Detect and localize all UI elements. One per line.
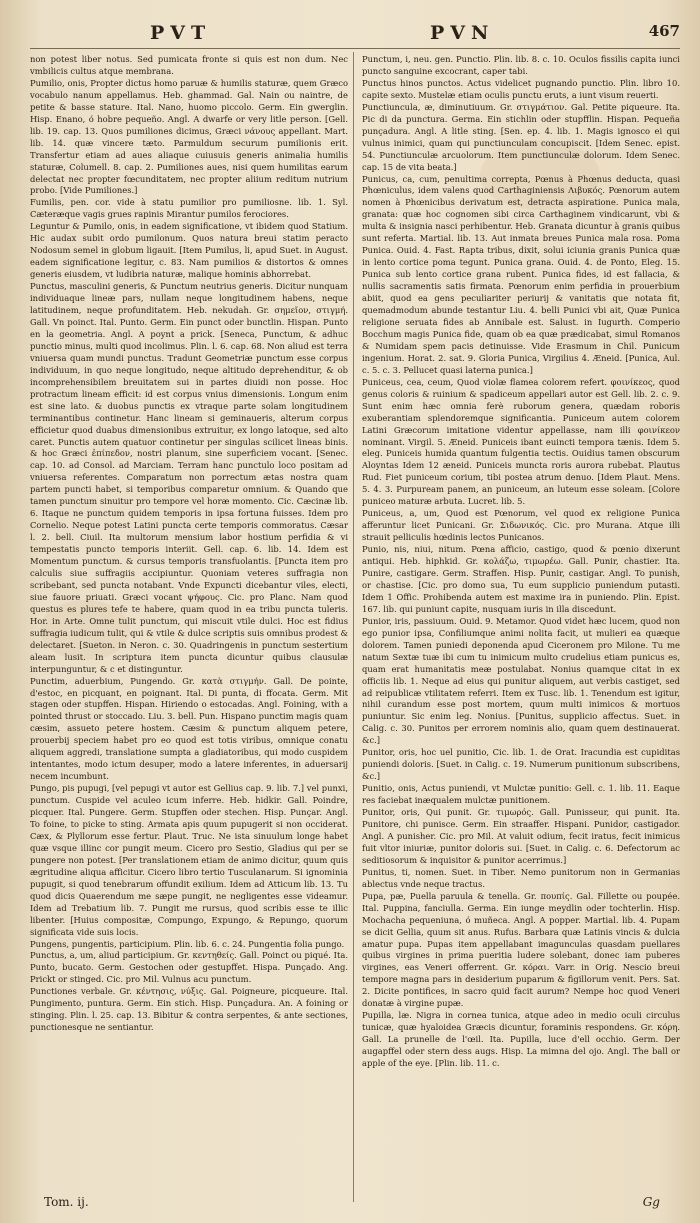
entry-paragraph: Punitor, oris, hoc uel punitio, Cic. lib. 1. de Orat. Iracundia est cupiditas puniendi doloris. [Suet. in Calig. c. 19. Numerum punitionum subscribens, &c.] [362,747,680,782]
left-column [30,54,348,1034]
entry-paragraph: Pupilla, læ. Nigra in cornea tunica, atque adeo in medio oculi circulus tunicæ, quæ hyaloidea Græcis dicuntur, foraminis respondens. Gr. κόρη. Gall. La prunelle de l'œil. Ita. Pupilla, luce d'ell occhio. Germ. Der augapffel oder stern dess augs. Hisp. La mimna del ojo. Angl. The ball or apple of the eye. [Plin. lib. 11. c. [362,1010,680,1069]
entry-paragraph: Punior, iris, passiuum. Ouid. 9. Metamor. Quod videt hæc lucem, quod non ego punior ipsa, Confiliumque animi nolita facit, ut mulieri ea quæque dolorem. Tamen puniedi deponenda apud Ciceronem pro Milone. Tu me natum Sextæ tuæ ibi cum tu inimicum multo crudelius etiam punicus es, quam erat humanitatis meæ postulabat. Nonius quamque citat in ex officiis lib. 1. Neque ad eius qui punitur aliquem, aut verbis castiget, sed ad reipublicæ vtilitatem referri. Item ex Tusc. lib. 1. Tenendum est igitur, nihil curandum esse post mortem, quum multi inimicos & mortuos puniuntur. Sic enim leg. Nonius. [Punitus, supplicio affectus. Suet. in Calig. c. 30. Punitos per errorem nominis alio, quam quem destinauerat. &c.] [362,615,680,746]
entry-paragraph: Punctus, a, um, aliud participium. Gr. κεντηθείς. Gall. Poinct ou piqué. Ita. Punto, bucato. Germ. Gestochen oder gestupffet. Hispa. Punçado. Ang. Prickt or stinged. Cic. pro Mil. Vulnus acu punctum. [30,950,348,985]
entry-paragraph: Punctus hinos punctos. Actus videlicet pugnando punctio. Plin. libro 10. capite sexto. Mustelæ etiam oculis punctu eruts, a iunt visum reuerti. [362,77,680,100]
header-rule [30,48,680,49]
entry-paragraph: non potest liber notus. Sed pumicata fronte si quis est non dum. Nec vmbilicis cultus atque membrana. [30,54,348,76]
entry-paragraph: Puniceus, cea, ceum, Quod violæ flamea colorem refert. φοινίκεος, quod genus coloris & ruinium & spadiceum appellari autor est Gell. lib. 2. c. 9. Sunt enim hæc omnia ferè ruborum genera, quædam roboris exuberantiam splendoremque significantia. Puniceum autem colorem Latini Græcorum imitatione videntur appellasse, nam illi φοινίκεον nominant. Virgil. 5. Æneid. Puniceis ibant euincti tempora tænis. Idem 5. eleg. Puniceis humida quantum fulgentia tectis. Ouidius tamen obscurum Aloyntas Idem 12 æneid. Puniceis muncta roris aurora rubebat. Plautus Rud. Fiet puniceum corium, tibi postea atrum denuo. [Idem Plaut. Mens. 5. 4. 3. Purpuream panem, an puniceum, an luteum esse soleam. [Colore puniceo maturæ arbuta. Lucret. lib. 5. [362,376,680,507]
catchword: Gg [642,1195,660,1209]
page-number: 467 [648,22,680,40]
entry-paragraph: Pungo, pis pupugi, [vel pepugi vt autor est Gellius cap. 9. lib. 7.] vel punxi, punctum. Cuspide vel aculeo icum inferre. Heb. hidkir. Gall. Poindre, picquer. Ital. Pungere. Germ. Stupffen oder stechen. Hisp. Punçar. Angl. To foine, to picke to sting. Armata apis quum pupugerit si non occiderat. Cæx, & Plyllorum esse fertur. Plaut. Truc. Ne ista sinuulum longe habet quæ vsque illinc cor pungit meum. Cicero pro Sestio, Gladius qui per se pungere non potest. [Per translationem etiam de animo dicitur, quum quis ægritudine aliqua afficitur. Cicero libro tertio Tusculanarum. Si ignominia pupugit, si quod tenebrarum offundit exilium. Idem ad Atticum lib. 13. Tu quod dicis Quaerendum me sæpe pungit, ne negligentes esse videamur. Idem ad Trebatium lib. 7. Pungit me rursus, quod scribis esse te illic libenter. [Huius compositæ, Compungo, Expungo, & Repungo, quorum significata vide suis locis. [30,783,348,937]
running-header [30,22,680,48]
entry-paragraph: Punctiuncula, æ, diminutiuum. Gr. στιγμάτιον. Gal. Petite piqueure. Ita. Pic di da punctura. Germa. Ein stichlin oder stupfflin. Hispan. Pequeña punçadura. Angl. A litle sting. [Sen. ep. 4. lib. 1. Magis ignosco ei qui vulnus inimici, quam qui punctiunculam concupiscit. [Idem Senec. epist. 54. Punctiunculæ arcuolorum. Item punctiunculæ dolorum. Idem Senec. cap. 15 de vita beata.] [362,101,680,172]
left-running-head: PVT [150,22,212,44]
entry-paragraph: Punicus, ca, cum, penultima correpta, Pœnus à Phœnus deducta, quasi Phœniculus, idem valens quod Carthaginiensis Λιβυκός. Pœnorum autem nomen à Phœnicibus derivatum est, detracta aspiratione. Punica mala, granata: quæ hoc cognomen sibi circa Carthaginem vindicarunt, vbi & multa & insignia nasci perhibentur. Heb. Granata dicuntur à granis quibus sunt referta. Martial. lib. 13. Aut inmata breues Punica mala rosa. Poma Punica. Ouid. 4. Fast. Rapta tribus, dixit, solui iciunia granis Punica quæ in lento cortice poma tegunt. Punica grana. Ouid. 4. de Ponto, Eleg. 15. Punica sub lento cortice grana rubent. Punica fides, id est fallacia, & nullis sacramentis satis firmata. Pœnorum enim perfidia in prouerbium abiit, quod ea gens peculiariter periurij & vanitatis que notata fit, quemadmodum abunde testantur Liu. 4. belli Punici vbi ait, Quæ Punica religione seruata fides ab Annibale est. Salust. in Iugurth. Comperio Bocchum magis Punica fide, quam ob ea quæ prædicabat, simul Romanos & Numidam spem pacis detinuisse. Vide Erasmum in Chil. Punicum ingenium. Horat. 2. sat. 9. Gloria Punica, Virgilius 4. Æneid. [Punica, Aul. c. 5. c. 3. Pellucet quasi laterna punica.] [362,173,680,375]
right-running-head: PVN [430,22,495,44]
signature-mark: Tom. ij. [44,1195,89,1209]
entry-paragraph: Pumilio, onis, Propter dictus homo paruæ & humilis staturæ, quem Græco vocabulo nanum appellamus. Heb. ghammad. Gal. Nain ou naintre, de petite & basse stature. Ital. Nano, huomo piccolo. Germ. Ein gwerglin. Hisp. Enano, ó hobre pequeño. Angl. A dwarfe or very litle person. [Gell. lib. 19. cap. 13. Quos pumiliones dicimus, Græci νάνους appellant. Mart. lib. 14. quæ vincere tæto. Parmuldum securum pumilionis erit. Transfertur etiam ad aues aliaque cuiusuis generis animalia humilis staturæ, Columell. 8. cap. 2. Pumiliones aues, nisi quem humilitas earum delectat nec propter fœcunditatem, nec propter aliium reditum nutrium probo. [Vide Pumiliones.] [30,77,348,196]
entry-paragraph: Puniceus, a, um, Quod est Pœnorum, vel quod ex religione Punica afferuntur licet Punicani. Gr. Σιδωνικός. Cic. pro Murana. Atque illi strauit pelliculis hœdinis lectos Punicanos. [362,508,680,543]
entry-paragraph: Pupa, pæ, Puella paruula & tenella. Gr. πουπίς. Gal. Fillette ou poupée. Ital. Puppina, fanciulla. Germa. Ein iunge meydlin oder tochterlin. Hisp. Mochacha pequeniuna, ó muñeca. Angl. A popper. Martial. lib. 4. Pupam se dicit Gellia, quum sit anus. Rufus. Barbara quæ Latinis vincis & dulcia amatur pupa. Pupas item appellabant imagunculas quasdam puellares quibus virgines in prima pueritia ludere solebant, donec iam puberes virgines, eas Veneri offerrent. Gr. κόραι. Varr. in Orig. Nescio breui tempore magna pars in desiderium puparum & figillorum venit. Pers. Sat. 2. Dicite pontifices, in sacro quid facit aurum? Nempe hoc quod Veneri donatæ à virgine pupæ. [362,890,680,1009]
entry-paragraph: Punio, nis, niui, nitum. Pœna afficio, castigo, quod & pœnio dixerunt antiqui. Heb. hiphkid. Gr. κολάζω, τιμωρέω. Gall. Punir, chastier. Ita. Punire, castigare. Germ. Straffen. Hisp. Punir, castigar. Angl. To punish, or chastise. [Cic. pro domo sua, Tu eum supplicio puniendum putasti. Idem 1 Offic. Prohibenda autem est maxime ira in puniendo. Plin. Epist. 167. lib. qui puniunt capite, nusquam iuris in illa discedunt. [362,544,680,614]
entry-paragraph: Punctiones verbale. Gr. κέντησις, νύξις. Gal. Poigneure, picqueure. Ital. Pungimento, puntura. Germ. Ein stich. Hisp. Punçadura. An. A foining or stinging. Plin. l. 25. cap. 13. Bibitur & contra serpentes, & ante sectiones, punctionesque ne sentiantur. [30,986,348,1033]
entry-paragraph: Punitor, oris, Qui punit. Gr. τιμωρός. Gall. Punisseur, qui punit. Ita. Punitore, chi punisce. Germ. Ein straaffer. Hispani. Punidor, castigador. Angl. A punisher. Cic. pro Mil. At valuit odium, fecit iratus, fecit inimicus fuit vltor iniuriæ, punitor doloris sui. [Suet. in Calig. c. 6. Defectorum ac seditiosorum & inquisitor & punitor acerrimus.] [362,807,680,865]
entry-paragraph: Leguntur & Pumilo, onis, in eadem significatione, vt ibidem quod Statium. Hic audax subit ordo pumilonum. Quos natura breui statim peracto Nodosum semel in globum ligauit. [Item Pumilus, li, apud Suet. in August. eadem significatione legitur, c. 83. Nam pumilios & distortos & omnes generis eiusdem, vt ludibria naturæ, malique hominis abhorrebat. [30,221,348,280]
right-column [362,54,680,1070]
entry-paragraph: Punctus, masculini generis, & Punctum neutrius generis. Dicitur nunquam individuaque lineæ pars, nullam neque longitudinem habens, neque latitudinem, neque profunditatem. Heb. nekudah. Gr. σημεῖον, στιγμή. Gall. Vn poinct. Ital. Punto. Germ. Ein punct oder bunctlin. Hispan. Punto en la geometria. Angl. A poynt a prick. [Seneca, Punctum, & adhuc punctio minus, multi quod incolimus. Plin. l. 6. cap. 68. Non aliud est terra vniuersa quam mundi punctus. Tradunt Geometriæ punctum esse corpus individuum, in quo neque longitudo, neque altitudo deprehenditur, & ob incomprehensibilem breuitatem sui in partes diuidi non posse. Hoc protractum lineam efficit: id est corpus vnius dimensionis. Longum enim est sine lato. & duobus punctis ex vtraque parte solam longitudinem terminantibus continetur. Hanc lineam si geminaueris, alterum corpus efficietur quod duabus dimensionibus extruitur, ex longo latoque, sed alto caret. Punctis autem quatuor continetur per singulas scilicet lineas binis. & hoc Græci ἐπίπεδον, nostri planum, sine superficiem vocant. [Senec. cap. 10. ad Consol. ad Marciam. Terram hanc punctulo loco positam ad vniuersa referentes. Comparatum non porrectum ætas nostra quam partem puncti habet, si temporibus comparetur omnium. & Quando que tamen punctum sinuitur pro tempore vel horæ momento. Cic. Cæcinæ lib. 6. Itaque ne punctum quidem temporis in ipsa fortuna fuisses. Idem pro Cornelio. Neque potest Latini puncta certe temporis commoratus. Cæsar l. 2. bell. Ciuil. Ita multorum mensium labor hostium perfidia & vi tempestatis puncto temporis interiit. Gell. cap. 6. lib. 14. Idem est Momentum punctum. & cursus temporis transfuolantis. [Puncta item pro calculis siue suffragiis accipiuntur. Quoniam veteres suffragia non scribebant, sed puncta notabant. Vnde Expuncti dicebantur viles, electi, siue fauore priuati. Græci vocant ψήφους. Cic. pro Planc. Nam quod questus es plures tefe te habere, quam quod in ea tribu puncta tuleris. Hor. in Arte. Omne tulit punctum, qui miscuit vtile dulci. Hoc est fidius suffragia iudicum tulit, qui & vtile & dulce scriptis suis omnibus prodest & delectaret. [Sueton. in Neron. c. 30. Quadringenis in punctum sestertium aleam lusit. In scriptura item puncta dicuntur quibus clausulæ interpunguntur, & c et distinguntur. [30,281,348,674]
entry-paragraph: Punitio, onis, Actus puniendi, vt Mulctæ punitio: Gell. c. 1. lib. 11. Eaque res faciebat inæqualem mulctæ punitionem. [362,783,680,806]
entry-paragraph: Punitus, ti, nomen. Suet. in Tiber. Nemo punitorum non in Germanias ablectus vnde neque tractus. [362,866,680,889]
entry-paragraph: Pungens, pungentis, participium. Plin. lib. 6. c. 24. Pungentia folia pungo. [30,938,345,949]
column-divider [353,52,354,1202]
entry-paragraph: Fumilis, pen. cor. vide à statu pumilior pro pumiliosne. lib. 1. Syl. Cæteræque vagis grues rapinis Mirantur pumilos ferociores. [30,197,348,220]
entry-paragraph: Punctum, i, neu. gen. Punctio. Plin. lib. 8. c. 10. Oculos fissilis capita iunci puncto sanguine excocrant, caper tabi. [362,54,680,76]
entry-paragraph: Punctim, aduerbium, Pungendo. Gr. κατὰ στιγμήν. Gall. De pointe, d'estoc, en picquant, en poignant. Ital. Di punta, di ffocata. Germ. Mit stagen oder stupffen. Hispan. Hiriendo o estocadas. Angl. Foining, with a pointed thrust or stoccado. Liu. 3. bell. Pun. Hispano punctim magis quam cæsim, assueto petere hostem. Cæsim & punctum aliquem petere, prouerbij speciem habet pro eo quod est totis viribus, omnique conatu aliquem aggredi, translatione sumpta a gladiatoribus, qui modo cuspidem intentantes, modo ictum desuper, modo a latere inferentes, in aduersarij necem incumbunt. [30,675,348,782]
